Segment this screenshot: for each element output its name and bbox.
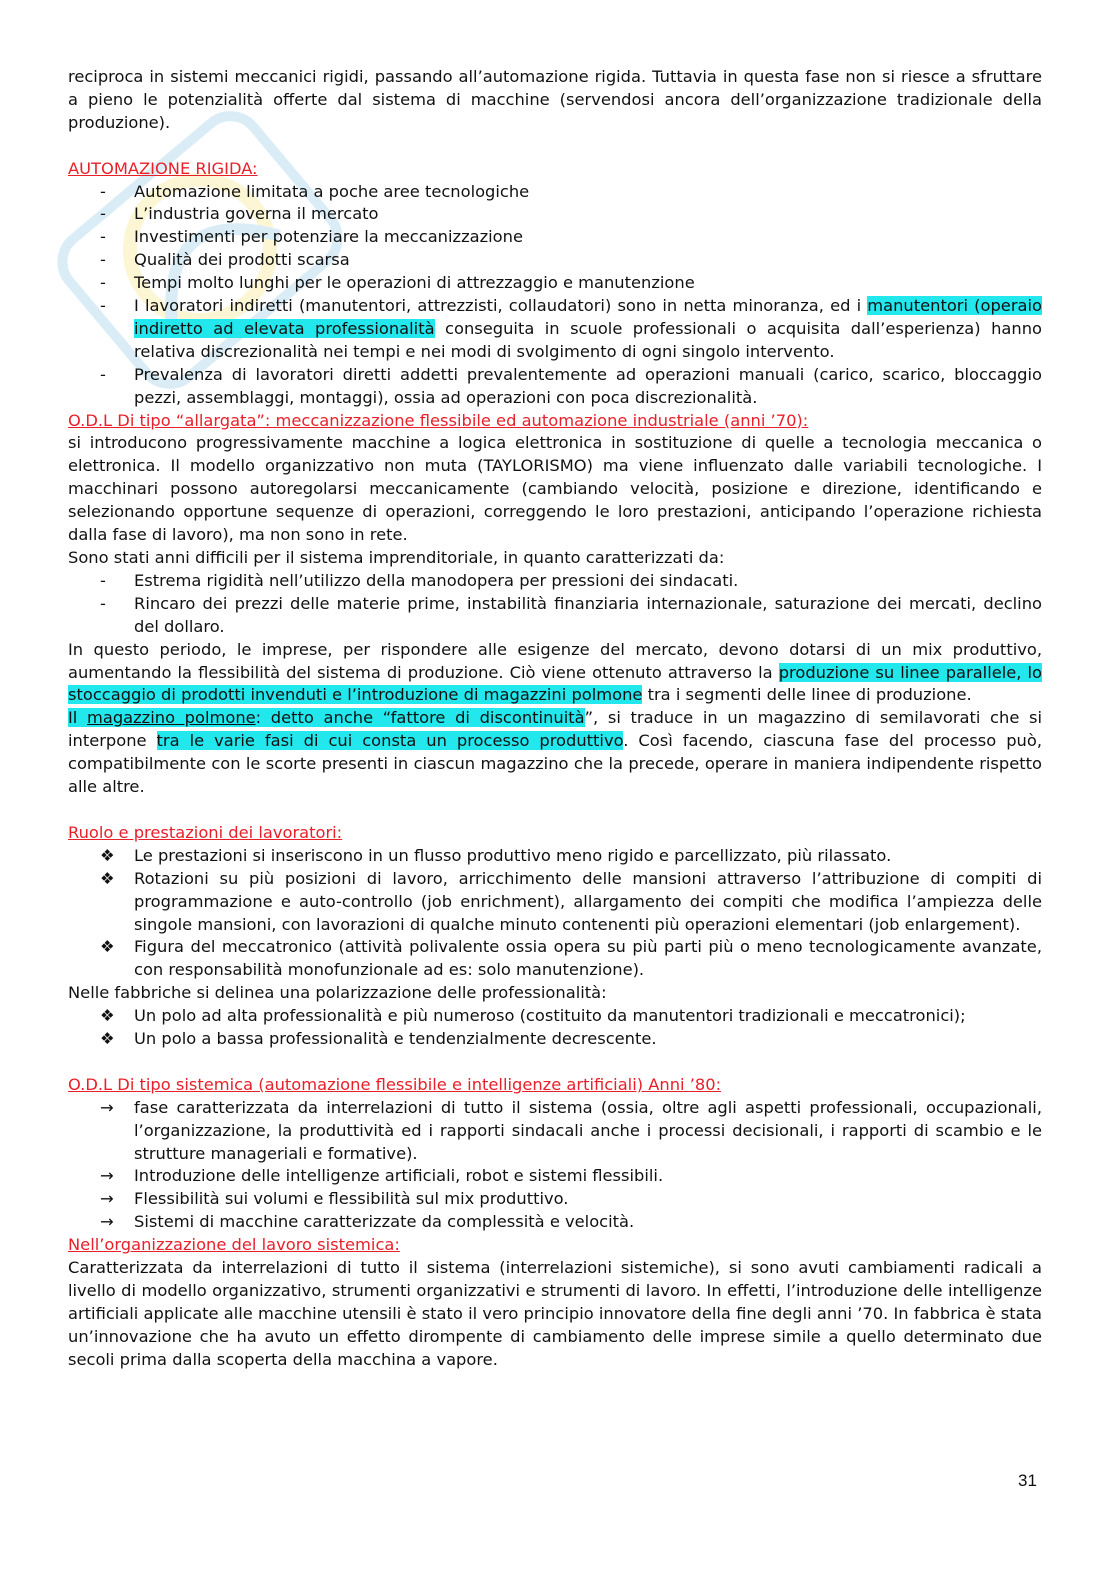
allargata-paragraph-3: In questo periodo, le imprese, per rispondere alle esigenze del mercato, devono dotarsi di un mix produttivo, aumentando la flessibilità del sistema di produzione. Ciò viene ottenuto attraverso la produzione su linee parallele, lo stoccaggio di prodotti invenduti e l’introduzione di magazzini polmone tra i segmenti delle linee di produzione.	[68, 639, 1042, 705]
intro-paragraph: reciproca in sistemi meccanici rigidi, passando all’automazione rigida. Tuttavia in questa fase non si riesce a sfruttare a pieno le potenzialità offerte dal sistema di macchine (servendosi ancora dell’organizzazione tradizionale della produzione).	[68, 67, 1042, 132]
list-item: - Automazione limitata a poche aree tecnologiche	[68, 181, 1042, 204]
sistemica-paragraph: Caratterizzata da interrelazioni di tutto il sistema (interrelazioni sistemiche), si sono avuti cambiamenti radicali a livello di modello organizzativo, strumenti organizzativi e strumenti di lavoro. In effetti, l’introduzione delle intelligenze artificiali applicate alle macchine utensili è stato il vero principio innovatore della fine degli anni ’70. In fabbrica è stata un’innovazione che ha avuto un effetto dirompente di cambiamento delle imprese simile a quello determinato due secoli prima dalla scoperta della macchina a vapore.	[68, 1258, 1042, 1369]
list-item: - Prevalenza di lavoratori diretti addetti prevalentemente ad operazioni manuali (carico, scarico, bloccaggio pezzi, assemblaggi, montaggi), ossia ad operazioni con poca discrezionalità.	[100, 364, 1042, 407]
automazione-rigida-list	[68, 181, 1042, 410]
list-item: ❖ Un polo a bassa professionalità e tendenzialmente decrescente.	[68, 1028, 1042, 1051]
dash-bullet: -	[100, 204, 106, 224]
section-heading-odl-allargata: O.D.L Di tipo “allargata”: meccanizzazione flessibile ed automazione industriale (anni ’70):	[68, 410, 809, 430]
dash-bullet: -	[100, 570, 106, 590]
list-item: → Flessibilità sui volumi e flessibilità sul mix produttivo.	[68, 1188, 1042, 1211]
list-item: → fase caratterizzata da interrelazioni di tutto il sistema (ossia, oltre agli aspetti professionali, occupazionali, l’organizzazione, la produttività ed i rapporti sindacali anche i processi decisionali, i rapporti di scambio e le strutture manageriali e formative).	[100, 1097, 1042, 1163]
highlighted-text: manutentori (operaio indiretto ad elevata professionalità	[134, 296, 1042, 338]
list-item: ❖ Figura del meccatronico (attività polivalente ossia opera su più parti più o meno tecnologicamente avanzate, con responsabilità monofunzionale ad es: solo manutenzione).	[100, 937, 1042, 980]
list-item: - Rincaro dei prezzi delle materie prime, instabilità finanziaria internazionale, saturazione dei mercati, declino del dollaro.	[100, 593, 1042, 636]
page-number: 31	[1018, 1471, 1037, 1490]
arrow-bullet-icon: →	[100, 1212, 114, 1232]
section-heading-automazione-rigida: AUTOMAZIONE RIGIDA:	[68, 158, 258, 178]
allargata-paragraph-2: Sono stati anni difficili per il sistema imprenditoriale, in quanto caratterizzati da:	[68, 548, 725, 568]
allargata-list	[68, 570, 1042, 639]
list-item: - L’industria governa il mercato	[68, 203, 1042, 226]
diamond-bullet-icon: ❖	[100, 868, 115, 888]
list-item: → Introduzione delle intelligenze artificiali, robot e sistemi flessibili.	[68, 1165, 1042, 1188]
ruolo-list	[68, 845, 1042, 982]
dash-bullet: -	[100, 296, 106, 316]
diamond-bullet-icon: ❖	[100, 845, 115, 865]
dash-bullet: -	[100, 250, 106, 270]
list-item: ❖ Le prestazioni si inseriscono in un flusso produttivo meno rigido e parcellizzato, più rilassato.	[68, 845, 1042, 868]
list-item: ❖ Rotazioni su più posizioni di lavoro, arricchimento delle mansioni attraverso l’attribuzione di compiti di programmazione e auto-controllo (job enrichment), allargamento dei compiti che modifica l’ampiezza delle singole mansioni, con lavorazioni di qualche minuto contenenti più operazioni elementari (job enlargement).	[100, 868, 1042, 934]
sistemica-list	[68, 1097, 1042, 1234]
highlighted-text: tra le varie fasi di cui consta un processo produttivo	[156, 731, 624, 751]
diamond-bullet-icon: ❖	[100, 1029, 115, 1049]
magazzino-polmone-paragraph: Il magazzino polmone: detto anche “fattore di discontinuità”, si traduce in un magazzino di semilavorati che si interpone tra le varie fasi di cui consta un processo produttivo. Così facendo, ciascuna fase del processo può, compatibilmente con le scorte presenti in ciascun magazzino che la precede, operare in maniera indipendente rispetto alle altre.	[68, 708, 1042, 797]
dash-bullet: -	[100, 181, 106, 201]
dash-bullet: -	[100, 364, 106, 384]
dash-bullet: -	[100, 273, 106, 293]
list-item: → Sistemi di macchine caratterizzate da complessità e velocità.	[68, 1211, 1042, 1234]
dash-bullet: -	[100, 593, 106, 613]
list-item: - Estrema rigidità nell’utilizzo della manodopera per pressioni dei sindacati.	[68, 570, 1042, 593]
dash-bullet: -	[100, 227, 106, 247]
diamond-bullet-icon: ❖	[100, 1006, 115, 1026]
section-heading-organizzazione-sistemica: Nell’organizzazione del lavoro sistemica:	[68, 1235, 400, 1255]
arrow-bullet-icon: →	[100, 1166, 114, 1186]
highlighted-text: Il magazzino polmone: detto anche “fattore di discontinuità	[68, 708, 585, 728]
list-item: - I lavoratori indiretti (manutentori, attrezzisti, collaudatori) sono in netta minoranza, ed i manutentori (operaio indiretto ad elevata professionalità conseguita in scuole professionali o acquisita dall’esperienza) hanno relativa discrezionalità nei tempi e nei modi di svolgimento di ogni singolo intervento.	[100, 296, 1042, 361]
list-item: - Investimenti per potenziare la meccanizzazione	[68, 226, 1042, 249]
arrow-bullet-icon: →	[100, 1097, 114, 1117]
underlined-term: magazzino polmone	[86, 708, 256, 728]
list-item: - Qualità dei prodotti scarsa	[68, 249, 1042, 272]
diamond-bullet-icon: ❖	[100, 937, 115, 957]
arrow-bullet-icon: →	[100, 1189, 114, 1209]
list-item: ❖ Un polo ad alta professionalità e più numeroso (costituito da manutentori tradizionali e meccatronici);	[68, 1005, 1042, 1028]
document-body	[68, 66, 1042, 1372]
polarizzazione-paragraph: Nelle fabbriche si delinea una polarizzazione delle professionalità:	[68, 983, 607, 1003]
section-heading-ruolo: Ruolo e prestazioni dei lavoratori:	[68, 822, 343, 842]
section-heading-odl-sistemica: O.D.L Di tipo sistemica (automazione flessibile e intelligenze artificiali) Anni ’80:	[68, 1074, 722, 1094]
poli-list	[68, 1005, 1042, 1051]
list-item: - Tempi molto lunghi per le operazioni di attrezzaggio e manutenzione	[68, 272, 1042, 295]
allargata-paragraph-1: si introducono progressivamente macchine a logica elettronica in sostituzione di quelle a tecnologia meccanica o elettronica. Il modello organizzativo non muta (TAYLORISMO) ma viene influenzato dalle variabili tecnologiche. I macchinari possono autoregolarsi meccanicamente (cambiando velocità, posizione e direzione, identificando e selezionando opportune sequenze di operazioni, correggendo le loro prestazioni, anticipando l’operazione richiesta dalla fase di lavoro), ma non sono in rete.	[68, 433, 1042, 545]
highlighted-text: produzione su linee parallele, lo stoccaggio di prodotti invenduti e l’introduzione di magazzini polmone	[68, 662, 1042, 705]
